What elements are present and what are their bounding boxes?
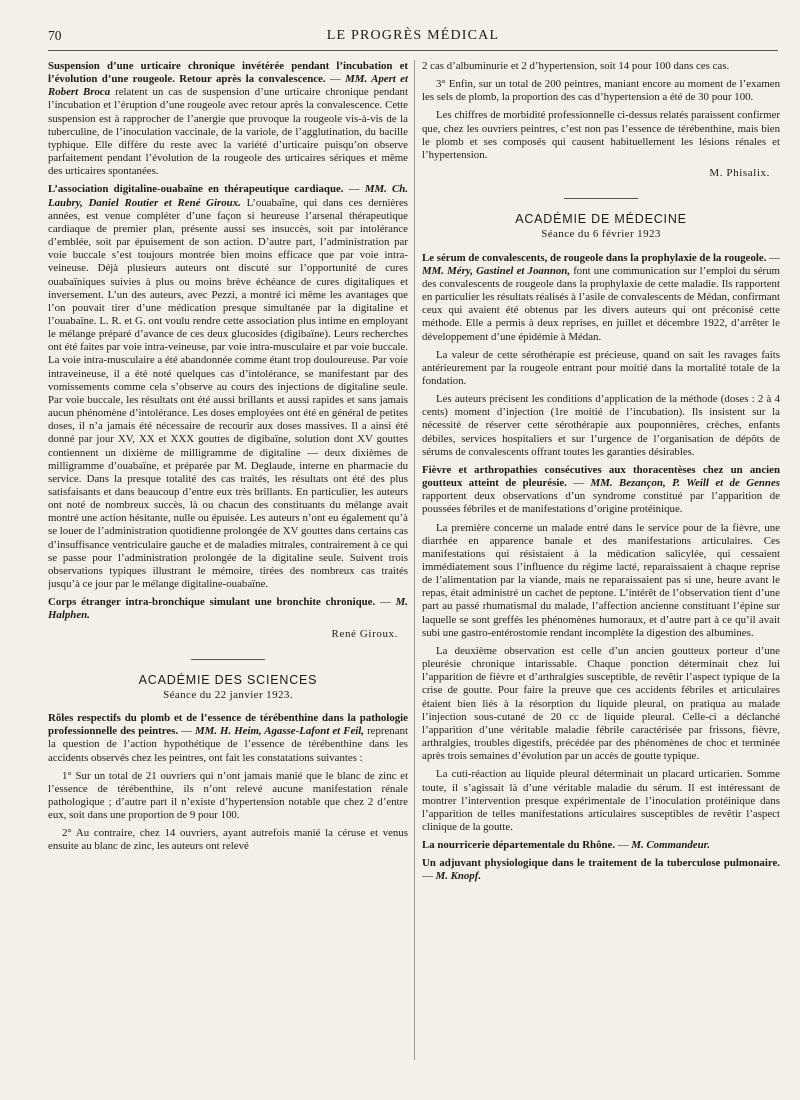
section-date: Séance du 22 janvier 1923.	[163, 688, 293, 701]
article-serum: Le sérum de convalescents, de rougeole dans la prophylaxie de la rougeole. — MM. Méry, Gastinel et Joannon, font une communication sur l’emploi du sérum des convalescents de rougeole dans la prophylaxie de cette maladie. Ils rapportent en particulier les résultats réalisés à l’asile de convalescents de Médan, confirmant ceux qui avaient été obtenus par les divers auteurs qui ont préconisé cette méthode. Elle a permis à deux reprises, en juillet et décembre 1922, d’arrêter le développement d’une épidémie à Médan.	[422, 251, 780, 343]
page-number: 70	[48, 28, 62, 43]
section-title: ACADÉMIE DE MÉDECINE	[515, 212, 687, 227]
article-corps-etranger: Corps étranger intra-bronchique simulant une bronchite chronique. — M. Halphen.	[48, 596, 408, 622]
article-title: Un adjuvant physiologique dans le traitement de la tuberculose pulmonaire.	[422, 857, 780, 870]
section-divider	[564, 198, 638, 199]
article-authors: MM. Méry, Gastinel et Joannon,	[422, 264, 571, 277]
paragraph: La première concerne un malade entré dans le service pour de la fièvre, une diarrhée en apparence banale et des manifestations articulaires. Ces manifestations qui résistaient à la médication salicylée, qui cessaient immédiatement sous l’influence du régime lacté, reparaissaient à chaque reprise de l’alimentation par la viande, mais ne reparaissaient pas si une, heure avant le repas, était administré un cachet de peptone. L’intérêt de l’observation tient d’une part au passé rhumatismal du malade, l’affection ancienne constituant l’épine sur laquelle se sont greffés les phénomènes humoraux, et d’autre part à ce qu’il avait subi une gastro-entérostomie rendant incomplète la digestion des albumines.	[422, 521, 780, 639]
column-divider	[414, 60, 415, 1060]
left-column	[48, 60, 408, 1060]
section-divider	[191, 659, 265, 660]
article-digitaline: L’association digitaline-ouabaïne en thérapeutique cardiaque. — MM. Ch. Laubry, Daniel Routier et René Giroux. L’ouabaïne, qui dans ces dernières années, est venue compléter d’une façon si heureuse l’arsenal thérapeutique cardiaque de premier plan, présente aussi ses insuccès, soit par intolérance d’emblée, soit par épuisement de son action. D’autre part, l’administration par voie buccale s’est toujours montrée bien moins efficace que par voie intra-veineuse. Déjà plusieurs auteurs ont discuté sur l’opportunité de cures ouabaïniques suivies à plus ou moins brève échéance de cures digitaliques et inversement. L’un des auteurs, avec Pezzi, a montré ici même les avantages que l’on pouvait tirer d’une médication presque simultanée par la digitaline et l’ouabaïne. L. R. et G. ont voulu rendre cette association plus intime en employant le mélange préparé d’avance de ces deux glucosides (digibaïne). Leurs recherches ont été faites par voie intra-veineuse, par voie intra-musculaire et par voie buccale. La voie intra-musculaire a été abandonnée comme étant trop douloureuse. Par voie intraveineuse, il a été noté quelques cas d’intolérance, se manifestant par des vomissements comme cela s’observe au cours des injections de digitaline seule. Par voie buccale, les résultats ont été aussi brillants et aussi rapides et sans jamais aucun phénomène d’intolérance. Les doses employées ont été en général de petites doses, il n’a jamais été nécessaire de recourir aux doses massives. Il a ainsi été donné par jour XV, XX et XXX gouttes de digibaïne, solution dont XV gouttes contiennent un dixième de milligramme de digitaline — deux dixièmes de milligramme d’ouabaïne, et préparée par M. Deglaude, interne en pharmacie du service. Dans la presque totalité des cas traités, les résultats ont été des plus satisfaisants et dans beaucoup d’entre eux très brillants. En particulier, les auteurs ont noté de nombreux succès, là ou chacun des constituants du mélange avait montré une action hésitante, nulle ou épuisée. Les auteurs n’ont eu également qu’à se louer de l’administration quotidienne prolongée de XV gouttes dans certains cas d’insuffisance ventriculaire gauche et de maladies mitrales, contrairement à ce qui se passe pour l’administration prolongée de la digitaline seule. Suivent trois observations typiques illustrant le mémoire, tirées des nombreux cas traités jusqu’à ce jour par le mélange digitaline-ouabaïne.	[48, 183, 408, 591]
paragraph: 1° Sur un total de 21 ouvriers qui n’ont jamais manié que le blanc de zinc et l’essence de térébenthine, ils n’ont relevé aucune manifestation rénale pathologique ; d’autre part il n’existe d’hypertension notable que chez 2 d’entre eux, soit dans une proportion de 9 pour 100.	[48, 769, 408, 822]
article-authors: M. Halphen.	[48, 596, 408, 622]
paragraph: La cuti-réaction au liquide pleural déterminait un placard urticarien. Somme toute, il s’agissait là d’une véritable maladie du sérum. Il est intéressant de montrer l’intervention presque expérimentale de l’inoculation protéinique dans l’apparition de telles manifestations articulaires susceptibles de revêtir l’aspect clinique de la goutte.	[422, 768, 780, 833]
article-title: La nourricerie départementale du Rhône.	[422, 839, 616, 852]
article-authors: MM. Bezançon, P. Weill et de Gennes	[590, 477, 780, 490]
article-plomb: Rôles respectifs du plomb et de l’essence de térébenthine dans la pathologie professionnelle des peintres. — MM. H. Heim, Agasse-Lafont et Feil, reprenant la question de l’action hypothétique de l’essence de térébenthine dans les accidents observés chez les peintres, ont fait les constatations suivantes :	[48, 712, 408, 764]
article-urticaire: Suspension d’une urticaire chronique invétérée pendant l’incubation et l’évolution d’une rougeole. Retour après la convalescence. — MM. Apert et Robert Broca relatent un cas de suspension d’une urticaire chronique pendant l’incubation et l’éruption d’une rougeole avec retour après la convalescence. Cette suspension est à rapprocher de l’anergie que provoque la rougeole vis-à-vis de la tuberculine, de l’inoculation vaccinale, de la variole, de l’agglutination, du bacille typhique. Elle diffère du reste avec la variété d’urticaire puisqu’on observe parfaitement pendant l’évolution de la rougeole des urticaires sériques et même des urticaires spontanées.	[48, 60, 408, 178]
article-title: Le sérum de convalescents, de rougeole dans la prophylaxie de la rougeole.	[422, 251, 767, 264]
article-title: Corps étranger intra-bronchique simulant une bronchite chronique.	[48, 596, 376, 609]
article-title: L’association digitaline-ouabaïne en thérapeutique cardiaque.	[48, 183, 344, 196]
page-header	[48, 28, 778, 48]
article-nourricerie: La nourricerie départementale du Rhône. — M. Commandeur.	[422, 839, 710, 852]
header-rule	[48, 50, 778, 51]
article-title: Fièvre et arthropathies consécutives aux thoracentèses chez un ancien goutteux atteint de pleurésie.	[422, 463, 780, 490]
article-body: L’ouabaïne, qui dans ces dernières années, est venue compléter d’une façon si heureuse l’arsenal thérapeutique cardiaque de premier plan, présente aussi ses insuccès, soit par intolérance d’emblée, soit par épuisement de son action. D’autre part, l’administration par voie buccale s’est toujours montrée bien moins efficace que par voie intra-veineuse. Déjà plusieurs auteurs ont discuté sur l’opportunité de cures ouabaïniques suivies à plus ou moins brève échéance de cures digitaliques et inversement. L’un des auteurs, avec Pezzi, a montré ici même les avantages que l’on pouvait tirer d’une médication presque simultanée par la digitaline et l’ouabaïne. L. R. et G. ont voulu rendre cette association plus intime en employant le mélange préparé d’avance de ces deux glucosides (digibaïne). Leurs recherches ont été faites par voie intra-veineuse, par voie intra-musculaire et par voie buccale. La voie intra-musculaire a été abandonnée comme étant trop douloureuse. Par voie intraveineuse, il a été noté quelques cas d’intolérance, se manifestant par des vomissements comme cela s’observe au cours des injections de digitaline seule. Par voie buccale, les résultats ont été aussi brillants et aussi rapides et sans jamais aucun phénomène d’intolérance. Les doses employées ont été en général de petites doses, il n’a jamais été nécessaire de recourir aux doses massives. Il a ainsi été donné par jour XV, XX et XXX gouttes de digibaïne, solution dont XV gouttes contiennent un dixième de milligramme de digitaline — deux dixièmes de milligramme d’ouabaïne, et préparée par M. Deglaude, interne en pharmacie du service. Dans la presque totalité des cas traités, les résultats ont été des plus satisfaisants et dans beaucoup d’entre eux très brillants. En particulier, les auteurs ont noté de nombreux succès, là ou chacun des constituants du mélange avait montré une action hésitante, nulle ou épuisée. Les auteurs n’ont eu également qu’à se louer de l’administration quotidienne prolongée de XV gouttes dans certains cas d’insuffisance ventriculaire gauche et de maladies mitrales, contrairement à ce qui se passe pour l’administration prolongée de la digitaline seule. Suivent trois observations typiques illustrant le mémoire, tirées des nombreux cas traités jusqu’à ce jour par le mélange digitaline-ouabaïne.	[48, 196, 408, 591]
author-signature: René Giroux.	[331, 627, 398, 640]
article-body: font une communication sur l’emploi du sérum des convalescents de rougeole dans la prophylaxie de cette maladie. Ils rapportent en particulier les résultats réalisés à l’asile de convalescents de Médan, confirmant ceux qui avaient été obtenus par les divers auteurs qui ont préconisé cette méthode. Elle a permis à deux reprises, en juillet et décembre 1922, d’arrêter le développement d’une épidémie à Médan.	[422, 264, 780, 343]
article-body: rapportent deux observations d’un syndrome constitué par l’apparition de poussées fébriles et de manifestations d’origine protéinique.	[422, 490, 780, 516]
paragraph: La valeur de cette sérothérapie est précieuse, quand on sait les ravages faits antérieurement par la rougeole entrant pour moitié dans la mortalité totale de la fondation.	[422, 348, 780, 387]
article-authors: MM. H. Heim, Agasse-Lafont et Feil,	[195, 725, 365, 738]
paragraph: Les chiffres de morbidité professionnelle ci-dessus relatés paraissent confirmer que, chez les ouvriers peintres, c’est non pas l’essence de térébenthine, mais bien le plomb et ses composés qui causent habituellement les lésions rénales et l’hypertension.	[422, 109, 780, 161]
article-body: reprenant la question de l’action hypothétique de l’essence de térébenthine dans les accidents observés chez les peintres, ont fait les constatations suivantes :	[48, 725, 408, 764]
paragraph: La deuxième observation est celle d’un ancien goutteux porteur d’une pleurésie chronique intarissable. Chaque ponction déterminait chez lui l’apparition de fièvre et d’arthralgies susceptible, de revêtir l’aspect typique de la crise de goutte. Pour faire la preuve que ces accidents fébriles et articulaires étaient bien liés à la résorption du liquide pleural, on pratiqua au malade l’injection sous-cutané de 20 cc de liquide pleural. Celle-ci a déclanché l’apparition d’une véritable maladie fébrile caractérisée par frissons, fièvre, arthralgies, troubles digestifs, précédée par des phénomènes de choc et terminée après trois semaines d’évolution par un accès de goutte typique.	[422, 644, 780, 763]
article-tuberculose: Un adjuvant physiologique dans le traitement de la tuberculose pulmonaire. — M. Knopf.	[422, 857, 780, 883]
article-title: Rôles respectifs du plomb et de l’essence de térébenthine dans la pathologie professionnelle des peintres.	[48, 712, 408, 738]
running-title: LE PROGRÈS MÉDICAL	[326, 28, 500, 43]
article-title: Suspension d’une urticaire chronique invétérée pendant l’incubation et l’évolution d’une rougeole. Retour après la convalescence.	[48, 60, 408, 86]
article-authors: M. Commandeur.	[631, 839, 710, 852]
paragraph: 2 cas d’albuminurie et 2 d’hypertension, soit 14 pour 100 dans ces cas.	[422, 60, 730, 72]
paragraph: 2° Au contraire, chez 14 ouvriers, ayant autrefois manié la céruse et venus ensuite au blanc de zinc, les auteurs ont relevé	[48, 827, 408, 853]
paragraph: Les auteurs précisent les conditions d’application de la méthode (doses : 2 à 4 cents) moment d’injection (1re moitié de l’incubation). Ils insistent sur la nécessité de réserver cette sérothérapie aux pouponnières, crèches, enfants débiles, services hospitaliers et sur l’urgence de l’organisation de dépôts de sérums de convalescents offrant toutes les garanties désirables.	[422, 393, 780, 458]
article-authors: M. Knopf.	[435, 870, 482, 883]
author-signature: M. Phisalix.	[709, 167, 770, 180]
article-authors: MM. Apert et Robert Broca	[48, 73, 408, 99]
paragraph: 3° Enfin, sur un total de 200 peintres, maniant encore au moment de l’examen les sels de plomb, la proportion des cas d’hypertension a été de 30 pour 100.	[422, 78, 780, 104]
article-fievre: Fièvre et arthropathies consécutives aux thoracentèses chez un ancien goutteux atteint de pleurésie. — MM. Bezançon, P. Weill et de Gennes rapportent deux observations d’un syndrome constitué par l’apparition de poussées fébriles et de manifestations d’origine protéinique.	[422, 463, 780, 516]
right-column	[422, 60, 780, 1060]
section-title: ACADÉMIE DES SCIENCES	[138, 672, 318, 687]
article-authors: MM. Ch. Laubry, Daniel Routier et René Giroux.	[48, 183, 408, 209]
article-body: relatent un cas de suspension d’une urticaire chronique pendant l’incubation et l’éruption d’une rougeole avec retour après la convalescence. Cette suspension est à rapprocher de l’anergie que provoque la rougeole vis-à-vis de la tuberculine, de l’inoculation vaccinale, de la variole, de l’agglutination, du bacille typhique. Elle diffère du reste avec la variété d’urticaire puisqu’on observe parfaitement pendant l’évolution de la rougeole des urticaires sériques et même des urticaires spontanées.	[48, 86, 408, 178]
section-date: Séance du 6 février 1923	[541, 228, 661, 241]
